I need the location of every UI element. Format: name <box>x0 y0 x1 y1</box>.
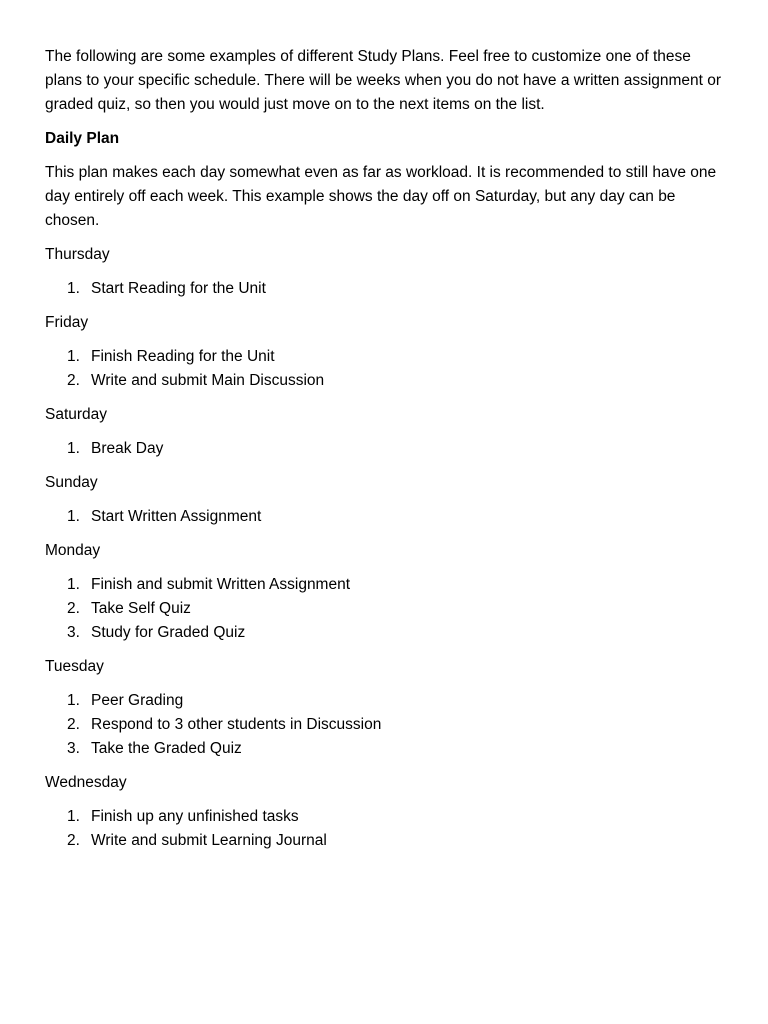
intro-paragraph: The following are some examples of different Study Plans. Feel free to customize one of these plans to your specific schedule. There will be weeks when you do not have a written assignment or graded quiz, so then you would just move on to the next items on the list. <box>45 48 722 113</box>
task-text: Take the Graded Quiz <box>91 740 242 757</box>
day-label: Saturday <box>45 406 108 423</box>
task-list <box>45 805 722 853</box>
task-item <box>67 805 722 829</box>
task-list <box>45 505 722 529</box>
task-item <box>67 505 722 529</box>
task-number: 1. <box>67 280 80 297</box>
task-text: Write and submit Learning Journal <box>91 832 327 849</box>
task-item <box>67 737 722 761</box>
task-item <box>67 437 722 461</box>
task-number: 1. <box>67 508 80 525</box>
task-list <box>45 573 722 645</box>
task-text: Study for Graded Quiz <box>91 624 246 641</box>
task-text: Finish Reading for the Unit <box>91 348 275 365</box>
section-title: Daily Plan <box>45 130 120 147</box>
task-text: Take Self Quiz <box>91 600 191 617</box>
task-item <box>67 597 722 621</box>
day-label: Friday <box>45 314 89 331</box>
task-number: 1. <box>67 808 80 825</box>
task-number: 2. <box>67 372 80 389</box>
task-number: 1. <box>67 692 80 709</box>
task-number: 2. <box>67 716 80 733</box>
task-text: Peer Grading <box>91 692 184 709</box>
task-text: Break Day <box>91 440 164 457</box>
task-text: Finish and submit Written Assignment <box>91 576 351 593</box>
task-number: 1. <box>67 440 80 457</box>
task-list <box>45 437 722 461</box>
task-list <box>45 689 722 761</box>
day-list <box>45 243 722 853</box>
task-text: Start Reading for the Unit <box>91 280 266 297</box>
task-item <box>67 277 722 301</box>
task-number: 3. <box>67 740 80 757</box>
task-item <box>67 689 722 713</box>
task-number: 3. <box>67 624 80 641</box>
task-item <box>67 621 722 645</box>
day-label: Sunday <box>45 474 98 491</box>
task-text: Finish up any unfinished tasks <box>91 808 299 825</box>
day-label: Thursday <box>45 246 110 263</box>
task-item <box>67 345 722 369</box>
day-label: Wednesday <box>45 774 127 791</box>
task-number: 1. <box>67 576 80 593</box>
day-label: Monday <box>45 542 101 559</box>
task-item <box>67 713 722 737</box>
task-list <box>45 345 722 393</box>
task-item <box>67 369 722 393</box>
task-number: 2. <box>67 600 80 617</box>
task-item <box>67 573 722 597</box>
task-text: Write and submit Main Discussion <box>91 372 325 389</box>
task-number: 2. <box>67 832 80 849</box>
task-number: 1. <box>67 348 80 365</box>
plan-description: This plan makes each day somewhat even as far as workload. It is recommended to still have one day entirely off each week. This example shows the day off on Saturday, but any day can be chosen. <box>45 164 717 229</box>
task-item <box>67 829 722 853</box>
task-text: Respond to 3 other students in Discussion <box>91 716 382 733</box>
task-list <box>45 277 722 301</box>
day-label: Tuesday <box>45 658 104 675</box>
task-text: Start Written Assignment <box>91 508 262 525</box>
